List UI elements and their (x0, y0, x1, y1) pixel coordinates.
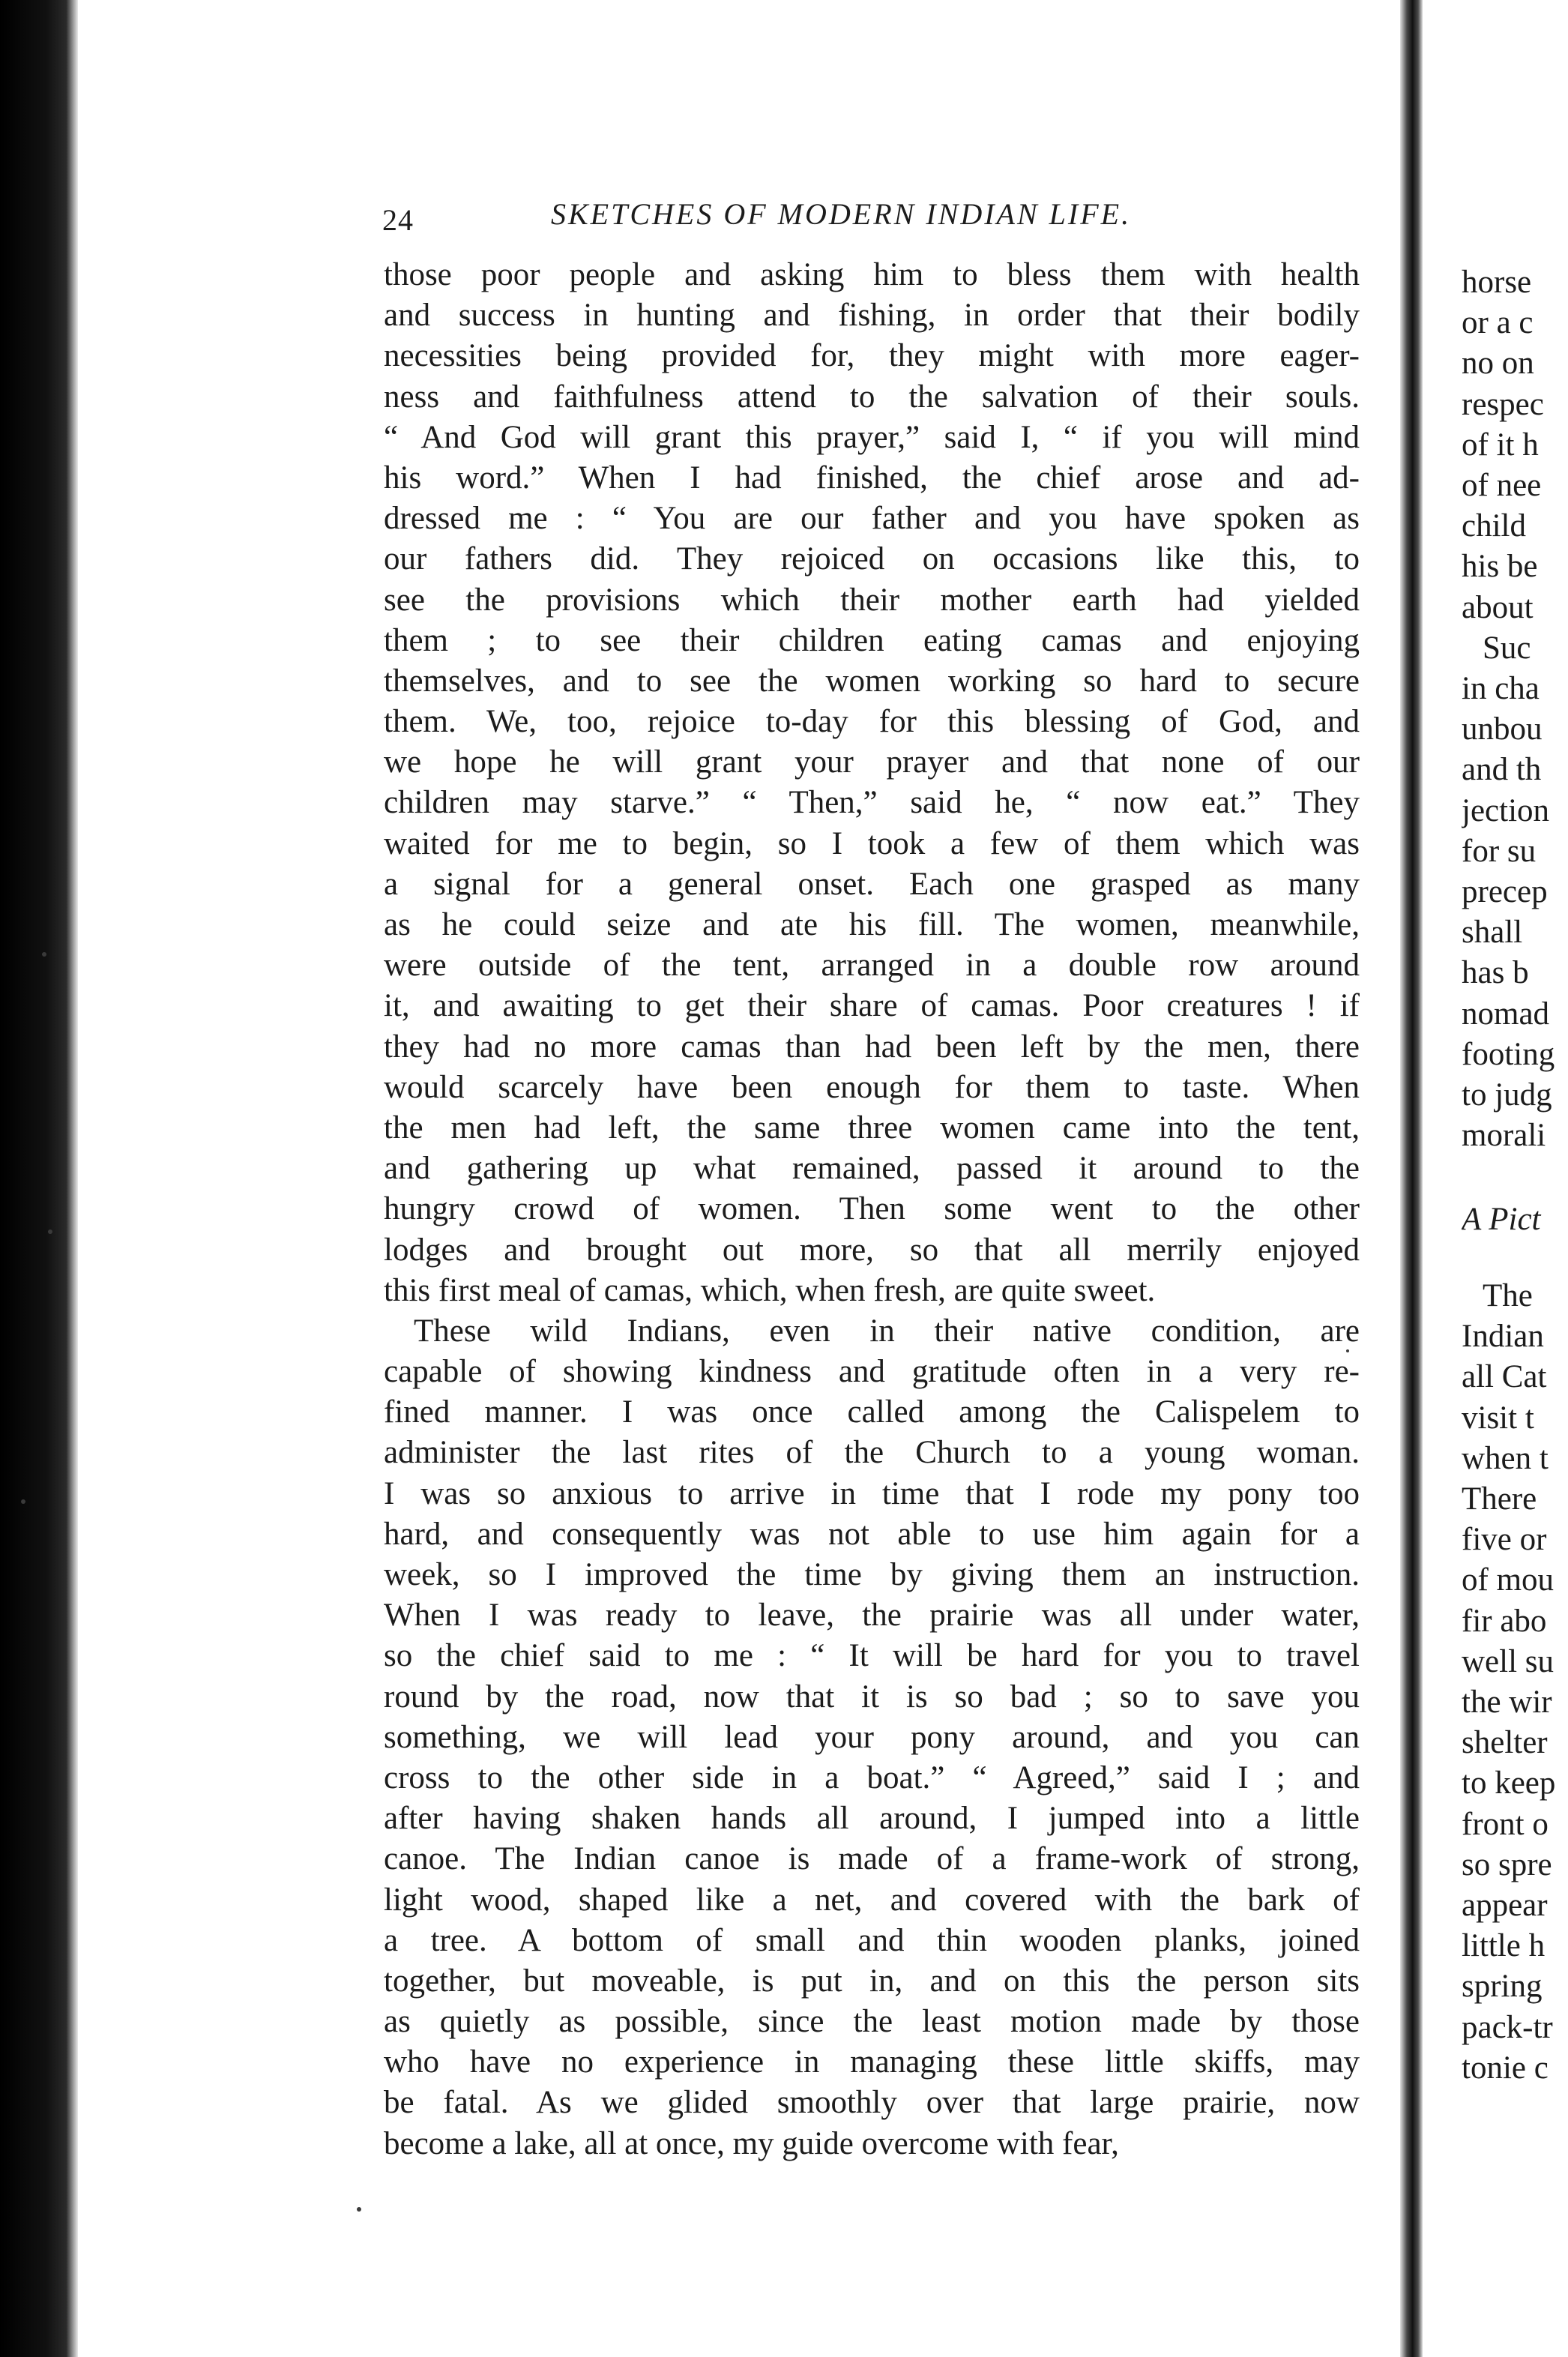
text-line: the men had left, the same three women came into the tent, (384, 1110, 1360, 1146)
text-line: When I was ready to leave, the prairie was all under water, (384, 1598, 1360, 1634)
text-line: after having shaken hands all around, I jumped into a little (384, 1801, 1360, 1837)
page-number: 24 (382, 203, 414, 237)
text-line: as quietly as possible, since the least motion made by those (384, 2004, 1360, 2040)
text-line: a tree. A bottom of small and thin wooden planks, joined (384, 1922, 1360, 1958)
text-line: them ; to see their children eating camas and enjoying (384, 622, 1360, 658)
text-line-fragment: fir abo (1462, 1603, 1547, 1639)
text-line-fragment: footing (1462, 1036, 1555, 1072)
body-text (384, 255, 1360, 2164)
text-line-fragment: for su (1462, 833, 1537, 869)
right-page-fragment (1462, 0, 1568, 2357)
text-line: week, so I improved the time by giving them an instruction. (384, 1557, 1360, 1592)
text-line-fragment: of nee (1462, 468, 1542, 503)
page-header (382, 196, 1357, 241)
text-line-fragment: to keep (1462, 1766, 1556, 1801)
text-line-fragment: well su (1462, 1643, 1555, 1679)
text-line-fragment: little h (1462, 1928, 1546, 1964)
text-line: cross to the other side in a boat.” “ Agreed,” said I ; and (384, 1760, 1360, 1795)
text-line: become a lake, all at once, my guide overcome with fear, (384, 2125, 1119, 2161)
text-line: together, but moveable, is put in, and on this the person sits (384, 1963, 1360, 1999)
text-line: it, and awaiting to get their share of camas. Poor creatures ! if (384, 988, 1360, 1024)
text-line-fragment: There (1462, 1481, 1537, 1517)
text-line-fragment: shall (1462, 915, 1523, 951)
page-gutter (1400, 0, 1423, 2357)
text-line: These wild Indians, even in their native condition, are (414, 1313, 1360, 1349)
text-line-fragment: jection (1462, 792, 1550, 828)
text-line: themselves, and to see the women working so hard to secure (384, 663, 1360, 699)
text-line-fragment: so spre (1462, 1846, 1552, 1882)
text-line: ness and faithfulness attend to the salvation of their souls. (384, 379, 1360, 415)
text-line: and success in hunting and fishing, in order that their bodily (384, 298, 1360, 334)
text-line: fined manner. I was once called among the Calispelem to (384, 1394, 1360, 1430)
text-line-fragment: the wir (1462, 1685, 1552, 1720)
scan-speck (357, 2207, 361, 2212)
text-line-fragment: appear (1462, 1888, 1548, 1923)
text-line-fragment: all Cat (1462, 1359, 1547, 1395)
text-line-fragment: pack-tr (1462, 2009, 1553, 2045)
text-line: capable of showing kindness and gratitude often in a very re- (384, 1354, 1360, 1390)
text-line-fragment: The (1483, 1278, 1533, 1313)
text-line-fragment: has b (1462, 955, 1529, 991)
text-line: this first meal of camas, which, when fresh, are quite sweet. (384, 1272, 1156, 1308)
text-line: they had no more camas than had been left by the men, there (384, 1029, 1360, 1065)
text-line: as he could seize and ate his fill. The women, meanwhile, (384, 907, 1360, 942)
scan-speck (42, 952, 46, 957)
text-line-fragment: Suc (1483, 630, 1531, 666)
text-line: were outside of the tent, arranged in a double row around (384, 948, 1360, 984)
section-heading-fragment: A Pict (1462, 1202, 1541, 1237)
text-line-fragment: child (1462, 508, 1526, 544)
text-line-fragment: or a c (1462, 305, 1534, 341)
text-line-fragment: morali (1462, 1118, 1546, 1154)
text-line-fragment: spring (1462, 1969, 1543, 2005)
text-line-fragment: of it h (1462, 427, 1539, 463)
text-line: children may starve.” “ Then,” said he, “ now eat.” They (384, 785, 1360, 821)
text-line: who have no experience in managing these little skiffs, may (384, 2044, 1360, 2080)
running-title: SKETCHES OF MODERN INDIAN LIFE. (551, 197, 1132, 231)
text-line: them. We, too, rejoice to-day for this blessing of God, and (384, 704, 1360, 740)
text-line: “ And God will grant this prayer,” said I, “ if you will mind (384, 419, 1360, 455)
text-line-fragment: about (1462, 589, 1534, 625)
text-line: a signal for a general onset. Each one grasped as many (384, 866, 1360, 902)
text-line-fragment: precep (1462, 874, 1548, 909)
text-line-fragment: five or (1462, 1522, 1547, 1558)
text-line: round by the road, now that it is so bad ; so to save you (384, 1679, 1360, 1715)
text-line: necessities being provided for, they might with more eager- (384, 338, 1360, 374)
text-line: those poor people and asking him to bless them with health (384, 257, 1360, 292)
text-line-fragment: horse (1462, 265, 1532, 300)
text-line: administer the last rites of the Church to a young woman. (384, 1435, 1360, 1471)
text-line-fragment: tonie c (1462, 2050, 1549, 2086)
text-line: so the chief said to me : “ It will be hard for you to travel (384, 1638, 1360, 1674)
scan-speck (48, 1229, 52, 1234)
text-line-fragment: front o (1462, 1806, 1549, 1842)
text-line: waited for me to begin, so I took a few of them which was (384, 825, 1360, 861)
text-line: his word.” When I had finished, the chief arose and ad- (384, 460, 1360, 496)
text-line: lodges and brought out more, so that all merrily enjoyed (384, 1232, 1360, 1268)
scanner-left-margin (0, 0, 78, 2357)
text-line: be fatal. As we glided smoothly over that large prairie, now (384, 2085, 1360, 2121)
text-line-fragment: visit t (1462, 1400, 1534, 1436)
text-line-fragment: when t (1462, 1440, 1549, 1476)
text-line-fragment: respec (1462, 386, 1544, 422)
text-line: we hope he will grant your prayer and that none of our (384, 744, 1360, 780)
text-line-fragment: to judg (1462, 1077, 1552, 1113)
text-line: light wood, shaped like a net, and covered with the bark of (384, 1882, 1360, 1918)
text-line: hungry crowd of women. Then some went to the other (384, 1191, 1360, 1227)
text-line: I was so anxious to arrive in time that I rode my pony too (384, 1475, 1360, 1511)
text-line-fragment: in cha (1462, 671, 1540, 706)
text-line-fragment: of mou (1462, 1562, 1555, 1598)
text-line-fragment: Indian (1462, 1319, 1544, 1355)
text-line-fragment: no on (1462, 346, 1534, 382)
text-line: dressed me : “ You are our father and you have spoken as (384, 501, 1360, 537)
text-line: would scarcely have been enough for them to taste. When (384, 1069, 1360, 1105)
text-line-fragment: shelter (1462, 1725, 1548, 1761)
text-line-fragment: nomad (1462, 996, 1550, 1032)
text-line: see the provisions which their mother earth had yielded (384, 582, 1360, 618)
text-line: hard, and consequently was not able to use him again for a (384, 1516, 1360, 1552)
text-line-fragment: unbou (1462, 711, 1543, 747)
text-line-fragment: and th (1462, 752, 1542, 788)
text-line: our fathers did. They rejoiced on occasions like this, to (384, 541, 1360, 577)
scan-speck (21, 1499, 25, 1504)
text-line: canoe. The Indian canoe is made of a frame-work of strong, (384, 1841, 1360, 1877)
text-line: and gathering up what remained, passed it around to the (384, 1151, 1360, 1187)
text-line-fragment: his be (1462, 549, 1538, 585)
text-line: something, we will lead your pony around, and you can (384, 1719, 1360, 1755)
